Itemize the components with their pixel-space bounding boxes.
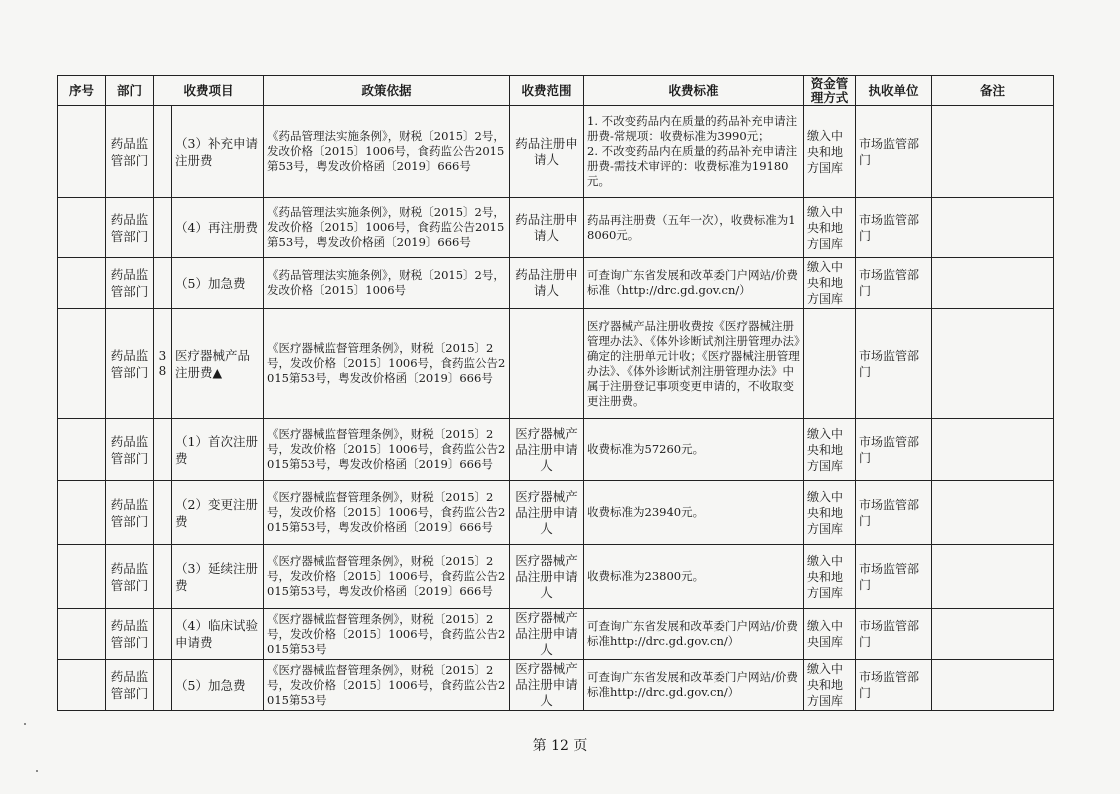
fund-management-cell: 缴入中央和地方国库	[804, 660, 856, 711]
fund-management-cell: 缴入中央和地方国库	[804, 198, 856, 258]
collecting-unit-cell: 市场监管部门	[856, 106, 932, 198]
fund-management-cell: 缴入中央和地方国库	[804, 419, 856, 481]
fee-item-cell: （5）加急费	[172, 660, 264, 711]
header-note: 备注	[932, 76, 1054, 106]
remarks-cell	[932, 545, 1054, 609]
row-number	[58, 198, 106, 258]
collecting-unit-cell: 市场监管部门	[856, 609, 932, 660]
header-policy: 政策依据	[264, 76, 510, 106]
fee-standard-cell: 收费标准为23800元。	[584, 545, 804, 609]
remarks-cell	[932, 609, 1054, 660]
fee-item-cell: （2）变更注册费	[172, 481, 264, 545]
remarks-cell	[932, 309, 1054, 419]
row-number	[58, 481, 106, 545]
policy-basis-cell: 《医疗器械监督管理条例》，财税〔2015〕2号，发改价格〔2015〕1006号，食药监公告2015第53号，粤发改价格函〔2019〕666号	[264, 419, 510, 481]
fund-management-cell: 缴入中央和地方国库	[804, 481, 856, 545]
header-standard: 收费标准	[584, 76, 804, 106]
fee-scope-cell: 医疗器械产品注册申请人	[510, 481, 584, 545]
department-cell: 药品监管部门	[106, 419, 154, 481]
header-no: 序号	[58, 76, 106, 106]
policy-basis-cell: 《医疗器械监督管理条例》，财税〔2015〕2号，发改价格〔2015〕1006号，食药监公告2015第53号	[264, 660, 510, 711]
sub-number-cell	[154, 545, 172, 609]
policy-basis-cell: 《药品管理法实施条例》，财税〔2015〕2号，发改价格〔2015〕1006号，食药监公告2015第53号，粤发改价格函〔2019〕666号	[264, 106, 510, 198]
fee-item-cell: （4）临床试验申请费	[172, 609, 264, 660]
table-row	[58, 609, 1054, 660]
collecting-unit-cell: 市场监管部门	[856, 419, 932, 481]
remarks-cell	[932, 258, 1054, 309]
fund-management-cell: 缴入中央和地方国库	[804, 258, 856, 309]
collecting-unit-cell: 市场监管部门	[856, 481, 932, 545]
fee-standard-cell: 收费标准为57260元。	[584, 419, 804, 481]
header-dept: 部门	[106, 76, 154, 106]
fee-table	[57, 75, 1054, 711]
table-row	[58, 419, 1054, 481]
table-row	[58, 198, 1054, 258]
table-body	[58, 106, 1054, 711]
department-cell: 药品监管部门	[106, 106, 154, 198]
department-cell: 药品监管部门	[106, 309, 154, 419]
collecting-unit-cell: 市场监管部门	[856, 198, 932, 258]
table-header-row	[58, 76, 1054, 106]
fund-management-cell: 缴入中央和地方国库	[804, 545, 856, 609]
row-number	[58, 258, 106, 309]
policy-basis-cell: 《医疗器械监督管理条例》，财税〔2015〕2号，发改价格〔2015〕1006号，食药监公告2015第53号，粤发改价格函〔2019〕666号	[264, 545, 510, 609]
table-row	[58, 106, 1054, 198]
fee-standard-cell: 可查询广东省发展和改革委门户网站/价费标准（http://drc.gd.gov.cn/）	[584, 258, 804, 309]
remarks-cell	[932, 660, 1054, 711]
scan-speck	[24, 723, 26, 725]
sub-number-cell	[154, 609, 172, 660]
table-row	[58, 309, 1054, 419]
remarks-cell	[932, 481, 1054, 545]
fee-scope-cell: 药品注册申请人	[510, 258, 584, 309]
fee-scope-cell: 医疗器械产品注册申请人	[510, 545, 584, 609]
scan-speck	[36, 770, 38, 772]
row-number	[58, 309, 106, 419]
fee-scope-cell: 医疗器械产品注册申请人	[510, 660, 584, 711]
header-unit: 执收单位	[856, 76, 932, 106]
policy-basis-cell: 《药品管理法实施条例》，财税〔2015〕2号，发改价格〔2015〕1006号	[264, 258, 510, 309]
sub-number-cell	[154, 481, 172, 545]
row-number	[58, 609, 106, 660]
sub-number-cell: 38	[154, 309, 172, 419]
fee-item-cell: （4）再注册费	[172, 198, 264, 258]
table-row	[58, 258, 1054, 309]
policy-basis-cell: 《医疗器械监督管理条例》，财税〔2015〕2号，发改价格〔2015〕1006号，食药监公告2015第53号	[264, 609, 510, 660]
sub-number-cell	[154, 198, 172, 258]
department-cell: 药品监管部门	[106, 609, 154, 660]
fee-item-cell: （1）首次注册费	[172, 419, 264, 481]
collecting-unit-cell: 市场监管部门	[856, 258, 932, 309]
remarks-cell	[932, 198, 1054, 258]
table-row	[58, 545, 1054, 609]
fund-management-cell: 缴入中央国库	[804, 609, 856, 660]
row-number	[58, 106, 106, 198]
sub-number-cell	[154, 258, 172, 309]
fee-scope-cell: 医疗器械产品注册申请人	[510, 609, 584, 660]
fee-scope-cell	[510, 309, 584, 419]
fee-standard-cell: 1. 不改变药品内在质量的药品补充申请注册费-常规项：收费标准为3990元； 2. 不改变药品内在质量的药品补充申请注册费-需技术审评的：收费标准为19180元。	[584, 106, 804, 198]
fund-management-cell: 缴入中央和地方国库	[804, 106, 856, 198]
fee-item-cell: 医疗器械产品注册费▲	[172, 309, 264, 419]
remarks-cell	[932, 419, 1054, 481]
table-row	[58, 660, 1054, 711]
policy-basis-cell: 《医疗器械监督管理条例》，财税〔2015〕2号，发改价格〔2015〕1006号，食药监公告2015第53号，粤发改价格函〔2019〕666号	[264, 309, 510, 419]
fee-scope-cell: 药品注册申请人	[510, 106, 584, 198]
collecting-unit-cell: 市场监管部门	[856, 660, 932, 711]
header-item: 收费项目	[154, 76, 264, 106]
fee-item-cell: （5）加急费	[172, 258, 264, 309]
fee-standard-cell: 收费标准为23940元。	[584, 481, 804, 545]
table-row	[58, 481, 1054, 545]
fee-standard-cell: 医疗器械产品注册收费按《医疗器械注册管理办法》、《体外诊断试剂注册管理办法》确定的注册单元计收；《医疗器械注册管理办法》、《体外诊断试剂注册管理办法》中属于注册登记事项变更申请的，不收取变更注册费。	[584, 309, 804, 419]
row-number	[58, 545, 106, 609]
collecting-unit-cell: 市场监管部门	[856, 545, 932, 609]
fee-scope-cell: 药品注册申请人	[510, 198, 584, 258]
fee-standard-cell: 可查询广东省发展和改革委门户网站/价费标准http://drc.gd.gov.cn/）	[584, 609, 804, 660]
sub-number-cell	[154, 660, 172, 711]
fee-scope-cell: 医疗器械产品注册申请人	[510, 419, 584, 481]
department-cell: 药品监管部门	[106, 660, 154, 711]
department-cell: 药品监管部门	[106, 545, 154, 609]
header-scope: 收费范围	[510, 76, 584, 106]
department-cell: 药品监管部门	[106, 198, 154, 258]
page-number: 第 12 页	[532, 738, 588, 754]
fund-management-cell	[804, 309, 856, 419]
sub-number-cell	[154, 106, 172, 198]
fee-standard-cell: 可查询广东省发展和改革委门户网站/价费标准http://drc.gd.gov.cn/）	[584, 660, 804, 711]
department-cell: 药品监管部门	[106, 481, 154, 545]
row-number	[58, 660, 106, 711]
sub-number-cell	[154, 419, 172, 481]
header-fund: 资金管理方式	[804, 76, 856, 106]
department-cell: 药品监管部门	[106, 258, 154, 309]
fee-item-cell: （3）补充申请注册费	[172, 106, 264, 198]
remarks-cell	[932, 106, 1054, 198]
policy-basis-cell: 《药品管理法实施条例》，财税〔2015〕2号，发改价格〔2015〕1006号，食药监公告2015第53号，粤发改价格函〔2019〕666号	[264, 198, 510, 258]
fee-item-cell: （3）延续注册费	[172, 545, 264, 609]
collecting-unit-cell: 市场监管部门	[856, 309, 932, 419]
row-number	[58, 419, 106, 481]
policy-basis-cell: 《医疗器械监督管理条例》，财税〔2015〕2号，发改价格〔2015〕1006号，食药监公告2015第53号，粤发改价格函〔2019〕666号	[264, 481, 510, 545]
fee-standard-cell: 药品再注册费（五年一次），收费标准为18060元。	[584, 198, 804, 258]
